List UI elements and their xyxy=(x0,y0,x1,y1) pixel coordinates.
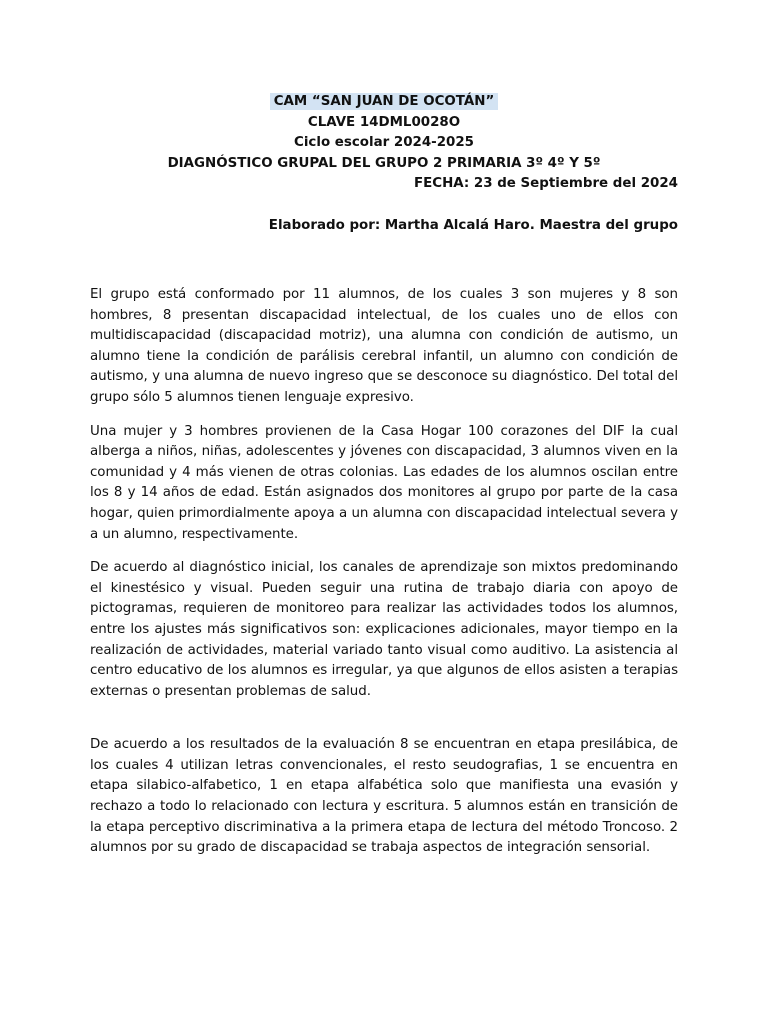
school-year: Ciclo escolar 2024-2025 xyxy=(294,135,474,150)
paragraph-origin-ages: Una mujer y 3 hombres provienen de la Casa Hogar 100 corazones del DIF la cual alberga a niños, niñas, adolescentes y jóvenes con discapacidad, 3 alumnos viven en la comunidad y 4 más vienen de otras colonias. Las edades de los alumnos oscilan entre los 8 y 14 años de edad. Están asignados dos monitores al grupo por parte de la casa hogar, quien primordialmente apoya a un alumna con discapacidad intelectual severa y a un alumno, respectivamente. xyxy=(90,423,678,542)
paragraph-learning-channels: De acuerdo al diagnóstico inicial, los canales de aprendizaje son mixtos predominando el kinestésico y visual. Pueden seguir una rutina de trabajo diaria con apoyo de pictogramas, requieren de monitoreo para realizar las actividades todos los alumnos, entre los ajustes más significativos son: explicaciones adicionales, mayor tiempo en la realización de actividades, material variado tanto visual como auditivo. La asistencia al centro educativo de los alumnos es irregular, ya que algunos de ellos asisten a terapias externas o presentan problemas de salud. xyxy=(90,560,678,699)
school-name-line xyxy=(90,92,678,113)
document-header xyxy=(90,92,678,174)
document-title: DIAGNÓSTICO GRUPAL DEL GRUPO 2 PRIMARIA 3º 4º Y 5º xyxy=(167,155,601,171)
paragraph-group-composition: El grupo está conformado por 11 alumnos, de los cuales 3 son mujeres y 8 son hombres, 8 presentan discapacidad intelectual, de los cuales uno de ellos con multidiscapacidad (discapacidad motriz), una alumna con condición de autismo, un alumno tiene la condición de parálisis cerebral infantil, un alumno con condición de autismo, y una alumna de nuevo ingreso que se desconoce su diagnóstico. Del total del grupo sólo 5 alumnos tienen lenguaje expresivo. xyxy=(90,287,678,405)
document-author: Elaborado por: Martha Alcalá Haro. Maestra del grupo xyxy=(268,217,678,233)
document-date: FECHA: 23 de Septiembre del 2024 xyxy=(413,176,678,191)
document-body xyxy=(90,285,678,859)
school-key: CLAVE 14DML0028O xyxy=(307,114,461,130)
school-name: CAM “SAN JUAN DE OCOTÁN” xyxy=(270,93,499,110)
paragraph-evaluation-results: De acuerdo a los resultados de la evaluación 8 se encuentran en etapa presilábica, de los cuales 4 utilizan letras convencionales, el resto seudografias, 1 se encuentra en etapa silabico-alfabetico, 1 en etapa alfabética solo que manifiesta una evasión y rechazo a todo lo relacionado con lectura y escritura. 5 alumnos están en transición de la etapa perceptivo discriminativa a la primera etapa de lectura del método Troncoso. 2 alumnos por su grado de discapacidad se trabaja aspectos de integración sensorial. xyxy=(90,737,678,856)
